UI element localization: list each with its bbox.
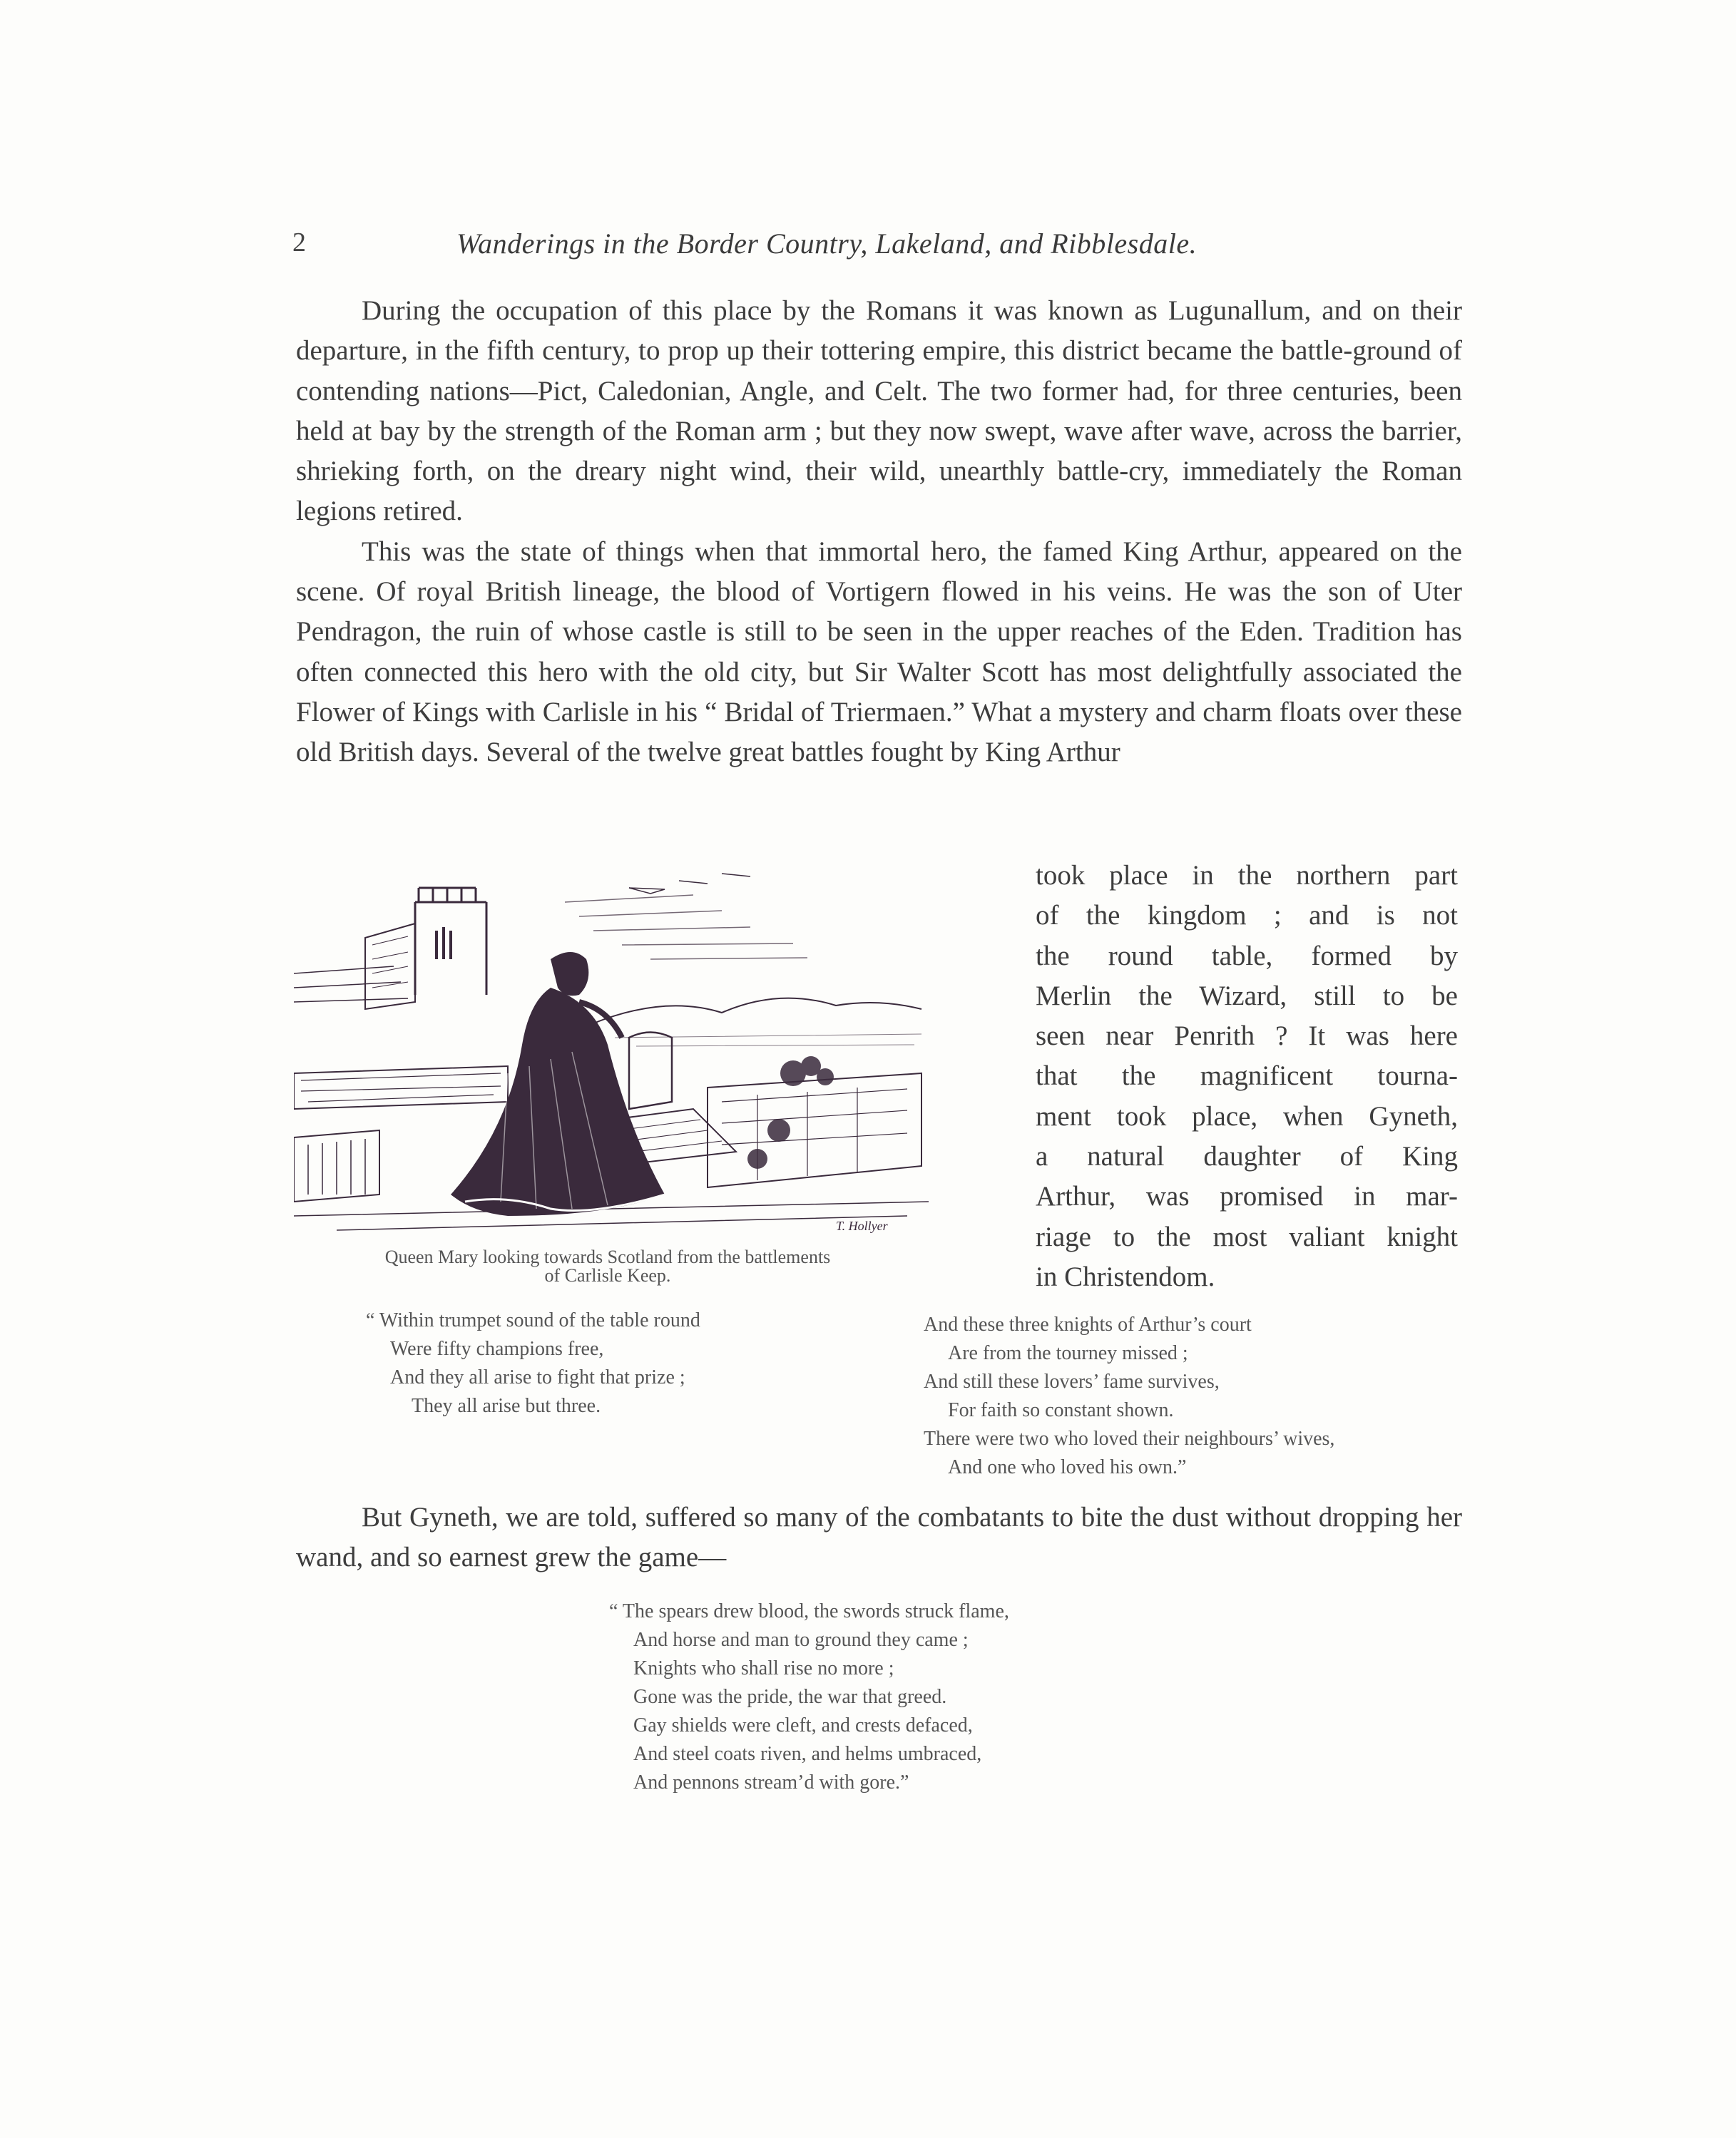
poem-line: And these three knights of Arthur’s court	[924, 1314, 1252, 1336]
running-title: Wanderings in the Border Country, Lakeland, and Ribblesdale.	[456, 227, 1198, 260]
poem-line: “ Within trumpet sound of the table round	[366, 1309, 700, 1331]
side-line: the round table, formed by	[1036, 940, 1458, 971]
poem-line: There were two who loved their neighbours’ wives,	[924, 1428, 1335, 1450]
artist-signature: T. Hollyer	[836, 1219, 888, 1233]
paragraph-3: But Gyneth, we are told, suffered so many of the combatants to bite the dust without dropping her wand, and so earnest grew the game—	[296, 1502, 1462, 1573]
queen-figure	[451, 952, 665, 1216]
side-line: Merlin the Wizard, still to be	[1036, 980, 1458, 1011]
main-text-continued	[296, 1498, 1462, 1578]
illustration-drawing	[294, 859, 929, 1244]
caption-line-1: Queen Mary looking towards Scotland from the battlements	[384, 1247, 831, 1267]
poem-bottom	[609, 1597, 1009, 1797]
poem-line: And one who loved his own.”	[948, 1456, 1187, 1478]
poem-line: Were fifty champions free,	[390, 1338, 604, 1360]
side-line: Arthur, was promised in mar-	[1036, 1181, 1458, 1212]
side-text	[1036, 856, 1458, 1297]
main-text	[296, 291, 1462, 773]
poem-line: And steel coats riven, and helms umbraced,	[633, 1743, 982, 1765]
side-line: that the magnificent tourna-	[1036, 1060, 1458, 1092]
poem-line: Knights who shall rise no more ;	[633, 1657, 894, 1679]
paragraph-2: This was the state of things when that immortal hero, the famed King Arthur, appeared on the scene. Of royal British lineage, the blood of Vortigern flowed in his veins. He was the son of Uter Pendragon, the ruin of whose castle is still to be seen in the upper reaches of the Eden. Tradition has often connected this hero with the old city, but Sir Walter Scott has most delightfully associated the Flower of Kings with Carlisle in his “ Bridal of Triermaen.” What a mystery and charm floats over these old British days. Several of the twelve great battles fought by King Arthur	[296, 536, 1462, 768]
poem-line: Are from the tourney missed ;	[948, 1342, 1188, 1364]
illustration-queen-mary	[294, 859, 929, 1291]
poem-line: They all arise but three.	[412, 1395, 601, 1417]
poem-right	[924, 1311, 1334, 1482]
poem-line: “ The spears drew blood, the swords struck flame,	[609, 1600, 1009, 1622]
side-line: of the kingdom ; and is not	[1036, 900, 1458, 931]
poem-left	[366, 1306, 700, 1421]
side-line: took place in the northern part	[1036, 860, 1458, 891]
side-line: ment took place, when Gyneth,	[1036, 1100, 1458, 1132]
poem-line: Gone was the pride, the war that greed.	[633, 1686, 947, 1708]
poem-line: And still these lovers’ fame survives,	[924, 1371, 1220, 1393]
poem-line: And horse and man to ground they came ;	[633, 1629, 969, 1651]
side-line: seen near Penrith ? It was here	[1036, 1021, 1458, 1052]
figure-caption	[294, 1248, 921, 1285]
side-line: in Christendom.	[1036, 1261, 1215, 1292]
poem-line: And they all arise to fight that prize ;	[390, 1366, 685, 1388]
poem-line: For faith so constant shown.	[948, 1399, 1174, 1421]
poem-line: Gay shields were cleft, and crests defaced,	[633, 1714, 973, 1737]
paragraph-1: During the occupation of this place by the Romans it was known as Lugunallum, and on their departure, in the fifth century, to prop up their tottering empire, this district became the battle-ground of contending nations—Pict, Caledonian, Angle, and Celt. The two former had, for three centuries, been held at bay by the strength of the Roman arm ; but they now swept, wave after wave, across the barrier, shrieking forth, on the dreary night wind, their wild, unearthly battle-cry, immediately the Roman legions retired.	[296, 295, 1462, 527]
poem-line: And pennons stream’d with gore.”	[633, 1771, 909, 1794]
side-line: riage to the most valiant knight	[1036, 1221, 1458, 1252]
caption-line-2: of Carlisle Keep.	[544, 1265, 671, 1286]
page-number: 2	[292, 227, 306, 257]
side-line: a natural daughter of King	[1036, 1141, 1458, 1172]
page-header	[292, 227, 1462, 270]
